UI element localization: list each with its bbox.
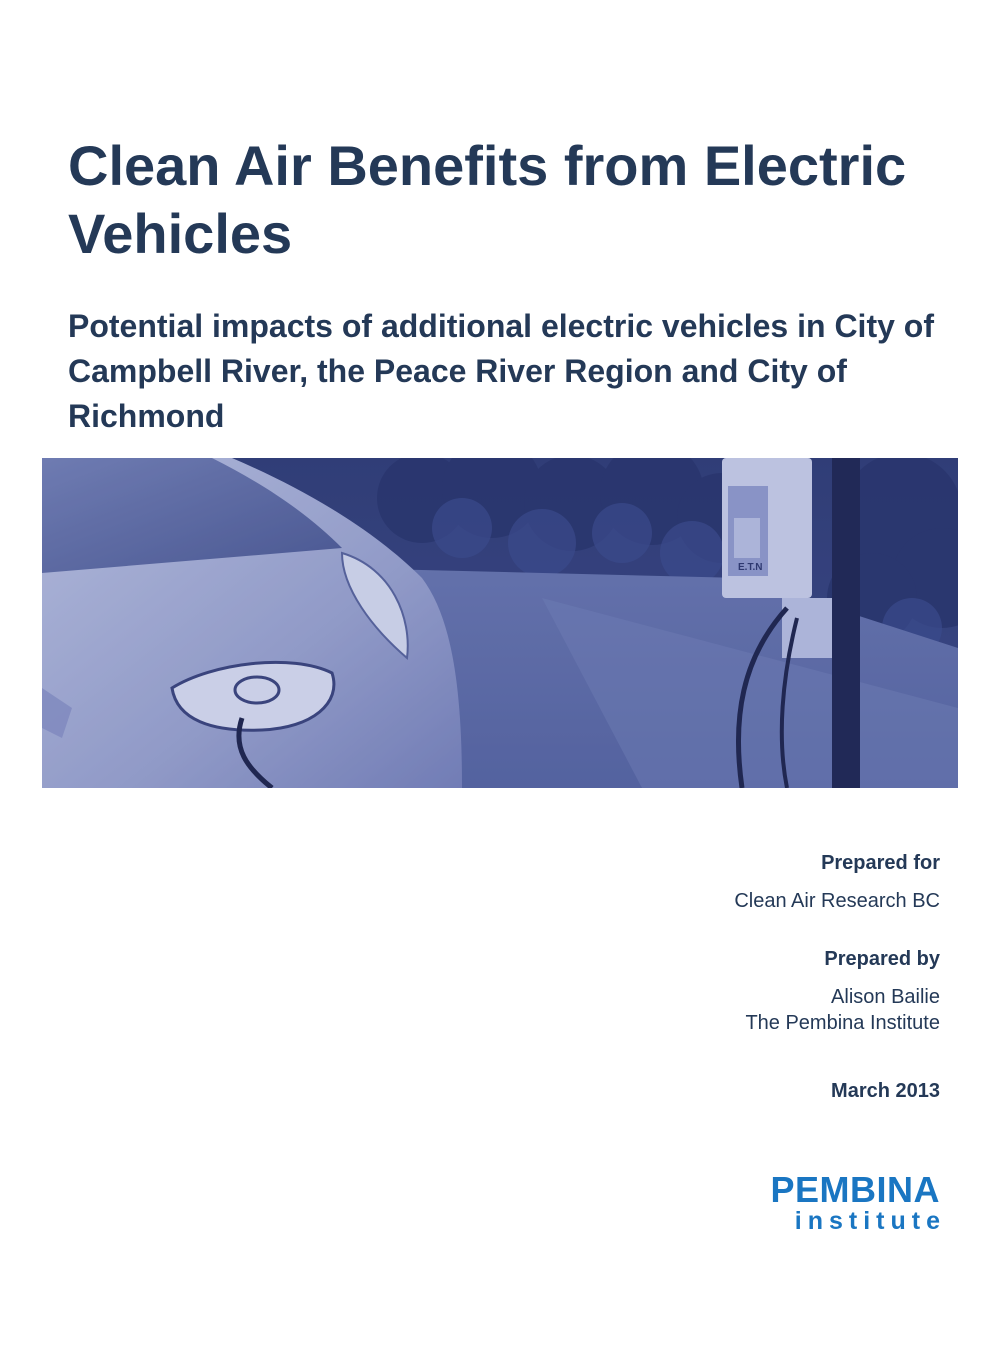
author-organization: The Pembina Institute [745,1012,940,1034]
credits-block [440,850,940,1104]
ev-charging-photo [42,458,958,788]
prepared-by-label: Prepared by [824,948,940,970]
cover-photo [42,458,958,788]
logo-line-pembina: PEMBINA [770,1169,940,1210]
charger-brand-label: E.T.N [738,562,763,573]
report-date: March 2013 [831,1080,940,1102]
author-name: Alison Bailie [831,986,940,1008]
logo-line-institute: institute [794,1207,946,1235]
prepared-for-value: Clean Air Research BC [734,890,940,912]
report-title: Clean Air Benefits from Electric Vehicles [68,134,907,265]
prepared-for-label: Prepared for [821,852,940,874]
pembina-logo [770,1169,946,1235]
report-subtitle: Potential impacts of additional electric vehicles in City of Campbell River, the Peace River Region and City of Richmond [68,308,934,434]
